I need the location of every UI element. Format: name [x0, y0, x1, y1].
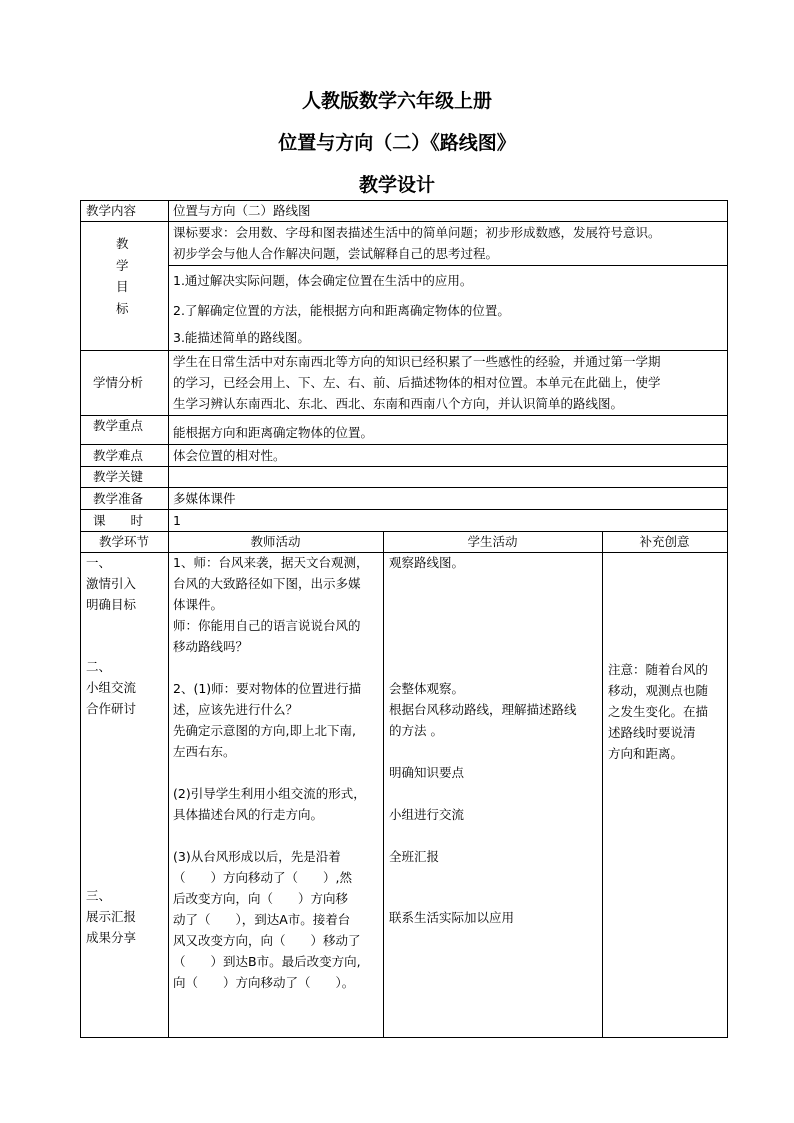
col-header-extra: 补充创意: [639, 534, 690, 549]
student-line: 小组进行交流: [389, 807, 465, 822]
teacher-line: (3)从台风形成以后，先是沿着: [173, 849, 341, 864]
lesson-plan-table: [80, 200, 728, 1038]
table-border-left: [80, 200, 81, 1038]
goal-1: 1.通过解决实际问题，体会确定位置在生活中的应用。: [173, 273, 473, 288]
stage-1-num: 一、: [86, 555, 112, 570]
row-divider: [80, 466, 728, 467]
teacher-line: 2、(1)师：要对物体的位置进行描: [173, 681, 362, 696]
col-divider: [602, 531, 603, 1038]
learner-text-line: 学生在日常生活中对东南西北等方向的知识已经积累了一些感性的经验，并通过第一学期: [173, 354, 661, 369]
learner-text-line: 的学习，已经会用上、下、左、右、前、后描述物体的相对位置。本单元在此础上，使学: [173, 375, 661, 390]
hours-label: 课 时: [93, 513, 144, 528]
table-border-right: [727, 200, 728, 1038]
col-divider: [383, 531, 384, 1038]
teacher-line: 师：你能用自己的语言说说台风的: [173, 618, 361, 633]
goals-label-char: 目: [116, 279, 129, 294]
content-value: 位置与方向（二）路线图: [173, 203, 311, 218]
col-divider: [168, 200, 169, 1038]
difficulty-value: 体会位置的相对性。: [173, 448, 286, 463]
stage-3-name: 成果分享: [86, 930, 137, 945]
stage-3-num: 三、: [86, 888, 112, 903]
extra-note-line: 述路线时要说清: [608, 725, 696, 740]
teacher-line: 风又改变方向，向（ ）移动了: [173, 933, 361, 948]
row-divider: [168, 265, 728, 266]
curriculum-standard-line: 初步学会与他人合作解决问题，尝试解释自己的思考过程。: [173, 246, 499, 261]
content-label: 教学内容: [86, 203, 137, 218]
goals-label-char: 学: [116, 258, 129, 273]
teacher-line: 台风的大致路径如下图，出示多媒: [173, 576, 361, 591]
stage-2-name: 小组交流: [86, 680, 137, 695]
key-value: 能根据方向和距离确定物体的位置。: [173, 425, 374, 440]
extra-note-line: 注意：随着台风的: [608, 662, 709, 677]
doc-heading: 教学设计: [358, 174, 435, 196]
learner-label: 学情分析: [93, 375, 144, 390]
extra-note-line: 方向和距离。: [608, 746, 684, 761]
doc-subtitle: 位置与方向（二）《路线图》: [278, 132, 516, 154]
teacher-line: 述，应该先进行什么？: [173, 702, 299, 717]
student-line: 观察路线图。: [389, 555, 465, 570]
teacher-line: (2)引导学生利用小组交流的形式，: [173, 786, 366, 801]
learner-text-line: 生学习辨认东南西北、东北、西北、东南和西南八个方向，并认识简单的路线图。: [173, 396, 624, 411]
stage-3-name: 展示汇报: [86, 909, 137, 924]
stage-2-num: 二、: [86, 659, 112, 674]
student-line: 明确知识要点: [389, 765, 465, 780]
teacher-line: 动了（ ），到达A市。接着台: [173, 912, 351, 927]
col-header-teacher: 教师活动: [250, 534, 301, 549]
teacher-line: 后改变方向，向（ ）方向移: [173, 891, 349, 906]
extra-note-line: 之发生变化。在描: [608, 704, 709, 719]
stage-1-name: 激情引入: [86, 576, 137, 591]
col-header-stage: 教学环节: [98, 534, 149, 549]
student-line: 根据台风移动路线，理解描述路线: [389, 702, 577, 717]
teacher-line: 具体描述台风的行走方向。: [173, 807, 324, 822]
teacher-line: （ ）到达B市。最后改变方向,: [173, 954, 361, 969]
goal-3: 3.能描述简单的路线图。: [173, 330, 310, 345]
teacher-line: 体课件。: [173, 597, 224, 612]
teacher-line: 移动路线吗？: [173, 639, 249, 654]
row-divider: [80, 415, 728, 416]
extra-note-line: 移动，观测点也随: [608, 683, 709, 698]
goals-label-char: 标: [116, 301, 129, 316]
student-line: 会整体观察。: [389, 681, 465, 696]
prep-label: 教学准备: [93, 491, 144, 506]
col-header-student: 学生活动: [467, 534, 518, 549]
stage-1-name: 明确目标: [86, 597, 137, 612]
teacher-line: （ ）方向移动了（ ）,然: [173, 870, 352, 885]
student-line: 联系生活实际加以应用: [389, 910, 515, 925]
hours-value: 1: [173, 513, 181, 528]
student-line: 的方法 。: [389, 723, 443, 738]
teacher-line: 先确定示意图的方向,即上北下南,: [173, 723, 356, 738]
teacher-line: 向（ ）方向移动了（ ）。: [173, 975, 355, 990]
difficulty-label: 教学难点: [93, 448, 144, 463]
teacher-line: 左西右东。: [173, 744, 236, 759]
stage-2-name: 合作研讨: [86, 701, 137, 716]
curriculum-standard-line: 课标要求：会用数、字母和图表描述生活中的简单问题；初步形成数感，发展符号意识。: [173, 225, 661, 240]
goals-label-char: 教: [116, 236, 129, 251]
teacher-line: 1、师：台风来袭，据天文台观测，: [173, 555, 369, 570]
table-border-bottom: [80, 1037, 728, 1038]
student-line: 全班汇报: [389, 849, 440, 864]
prep-value: 多媒体课件: [173, 491, 236, 506]
crux-label: 教学关键: [93, 469, 144, 484]
key-label: 教学重点: [93, 418, 144, 433]
goal-2: 2.了解确定位置的方法，能根据方向和距离确定物体的位置。: [173, 303, 510, 318]
doc-title: 人教版数学六年级上册: [301, 90, 492, 112]
